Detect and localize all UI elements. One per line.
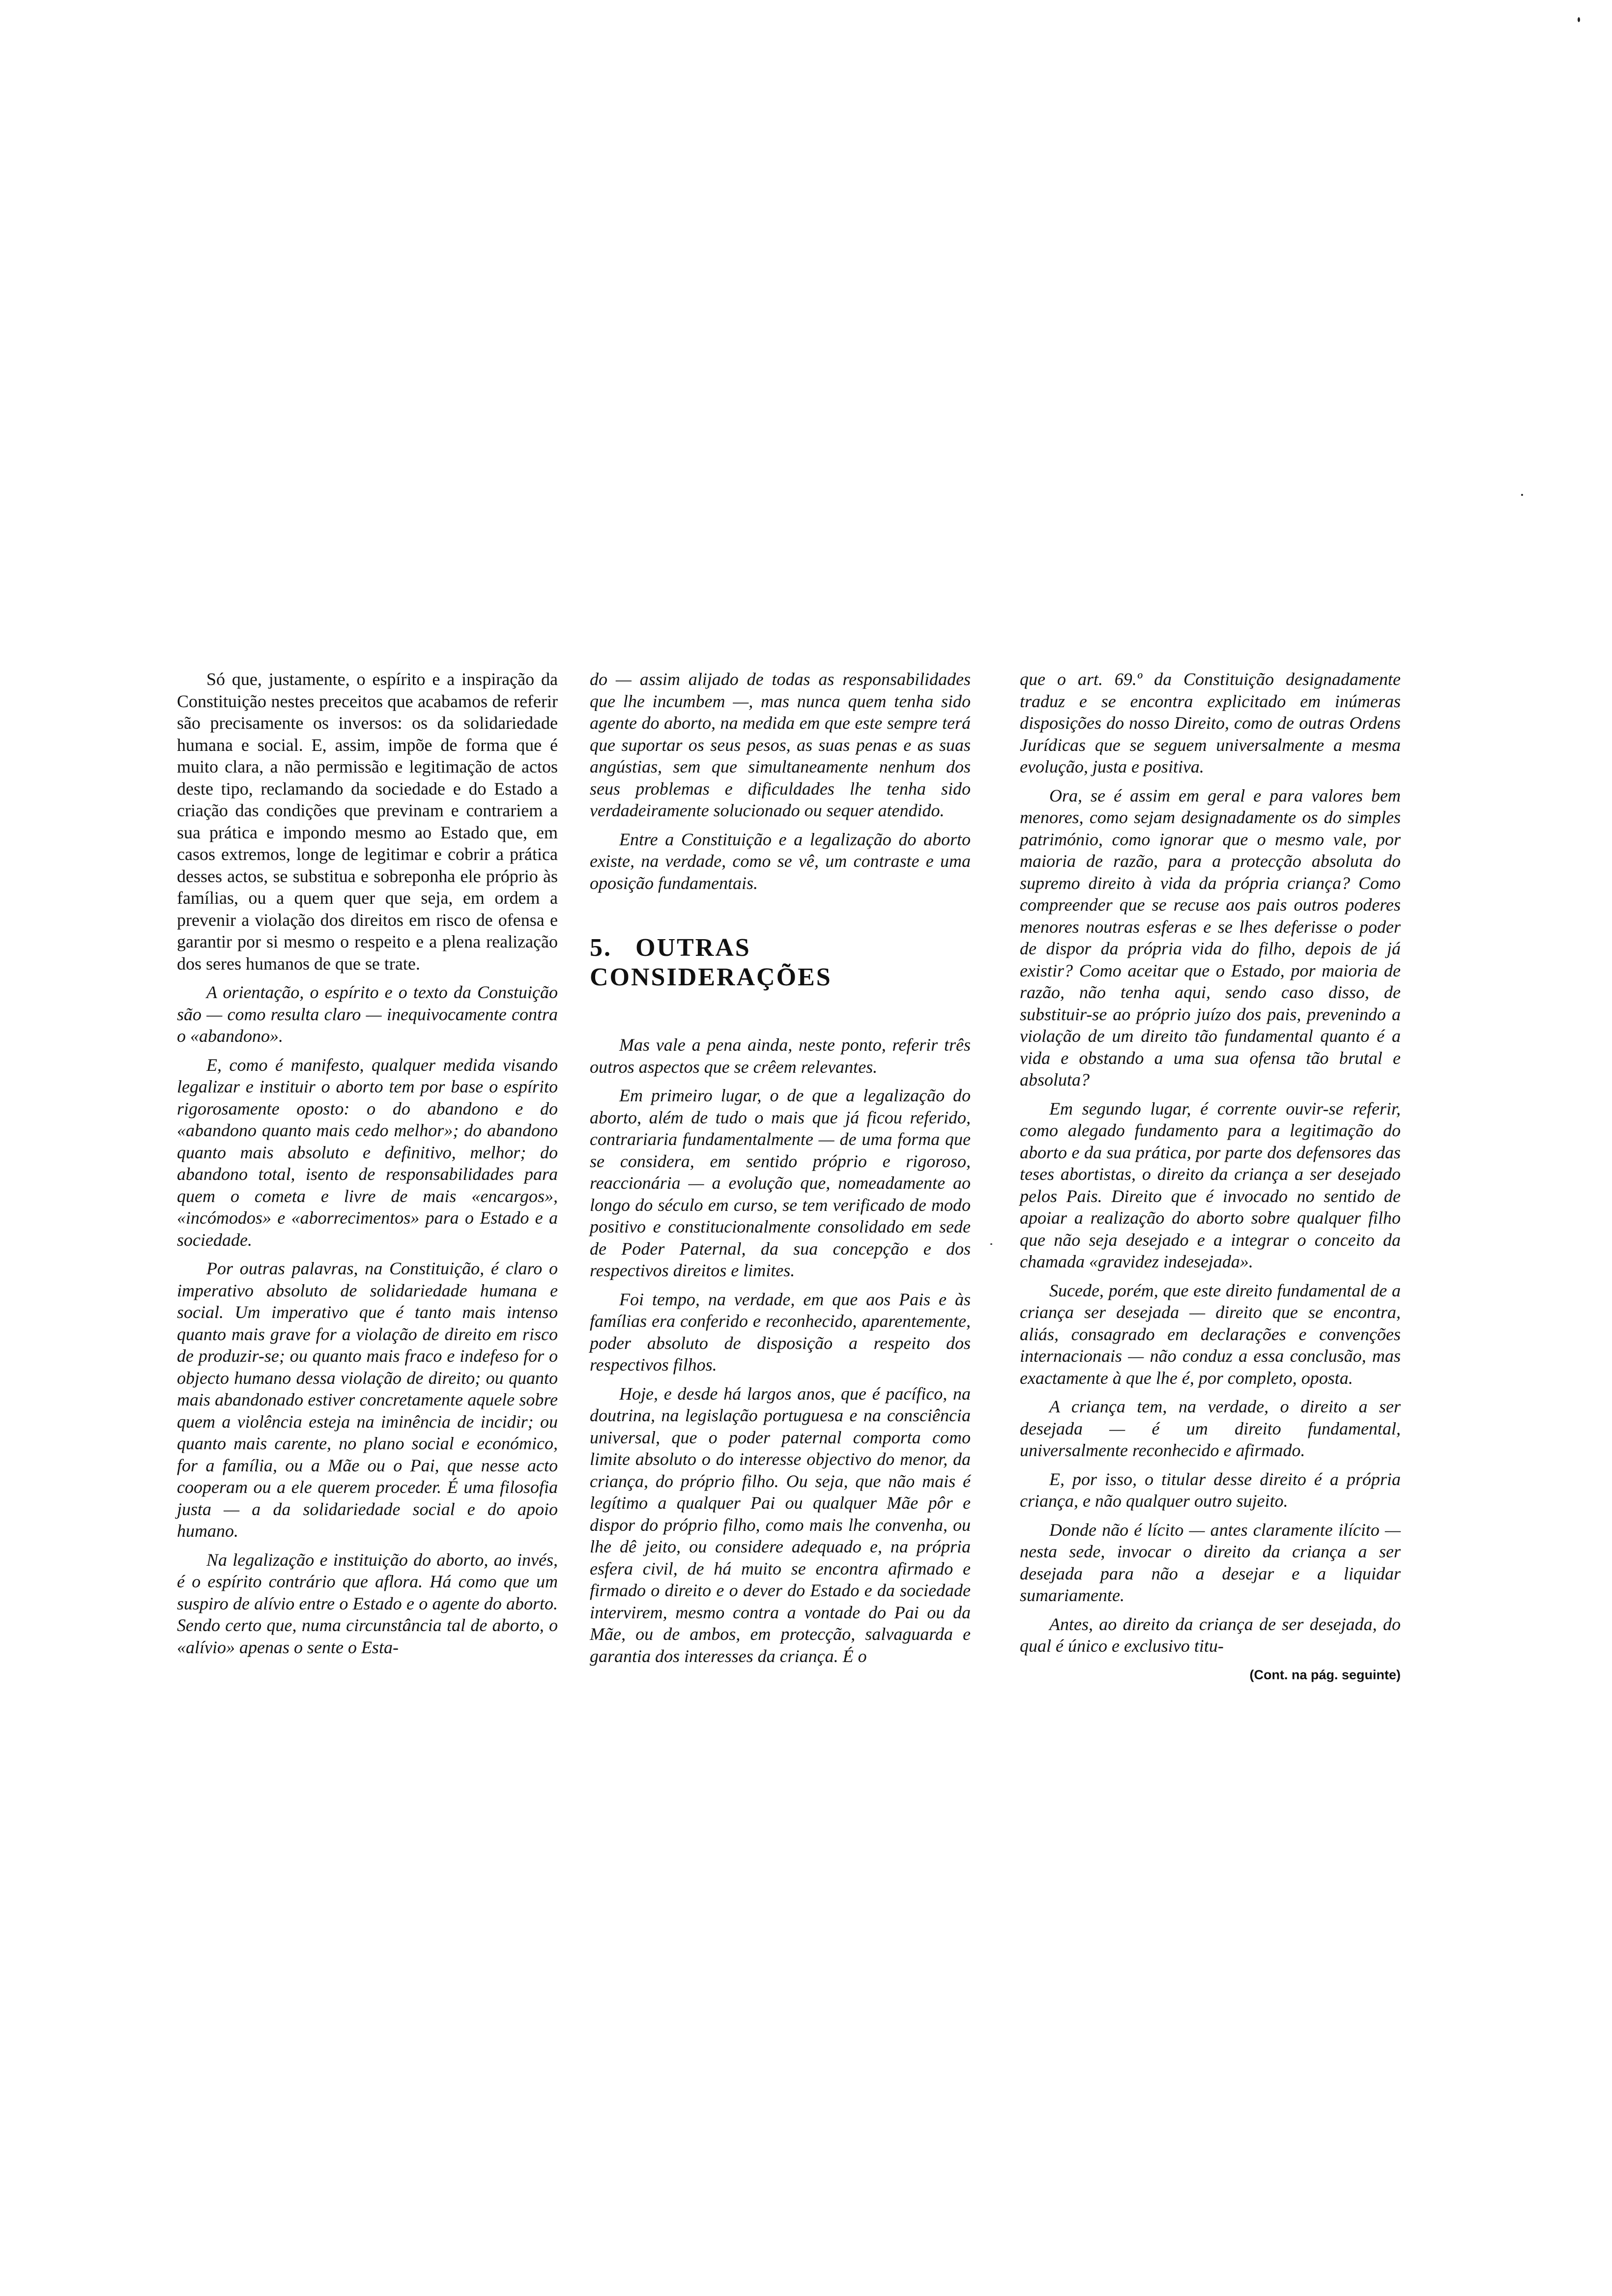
- scan-speck: [1578, 17, 1580, 22]
- paragraph: Sucede, porém, que este direito fundamental de a criança ser desejada — direito que se encontra, aliás, consagrado em declarações e convenções internacionais — não conduz a essa conclusão, mas exactamente à que lhe é, por completo, oposta.: [1020, 1280, 1401, 1388]
- section-title-line2: CONSIDERAÇÕES: [590, 963, 832, 991]
- scan-speck: [1521, 494, 1523, 496]
- paragraph: Em segundo lugar, é corrente ouvir-se referir, como alegado fundamento para a legitimação do aborto e da sua prática, por parte dos defensores das teses abortistas, o direito da criança a ser desejado pelos Pais. Direito que é invocado no sentido de apoiar a realização do aborto sobre qualquer filho que não seja desejado e a integrar o conceito da chamada «gravidez indesejada».: [1020, 1098, 1401, 1271]
- paragraph: Na legalização e instituição do aborto, ao invés, é o espírito contrário que aflora. Há como que um suspiro de alívio entre o Estado e o agente do aborto. Sendo certo que, numa circunstância tal de aborto, o «alívio» apenas o sente o Esta-: [177, 1550, 558, 1657]
- paragraph: Só que, justamente, o espírito e a inspiração da Constituição nestes preceitos que acabamos de referir são precisamente os inversos: os da solidariedade humana e social. E, assim, impõe de forma que é muito clara, a não permissão e legitimação de actos deste tipo, reclamando da sociedade e do Estado a criação das condições que previnam e contrariem a sua prática e impondo mesmo ao Estado que, em casos extremos, longe de legitimar e cobrir a prática desses actos, se substitua e sobreponha ele próprio às famílias, ou a quem quer que seja, em ordem a prevenir a violação dos direitos em risco de ofensa e garantir por si mesmo o respeito e a plena realização dos seres humanos de que se trate.: [177, 669, 558, 974]
- paragraph: Foi tempo, na verdade, em que aos Pais e às famílias era conferido e reconhecido, aparentemente, poder absoluto de disposição a respeito dos respectivos filhos.: [590, 1289, 971, 1375]
- paragraph: Ora, se é assim em geral e para valores bem menores, como sejam designadamente os do simples património, como ignorar que o mesmo vale, por maioria de razão, para a protecção absoluta do supremo direito à vida da própria criança? Como compreender que se recuse aos pais outros poderes menores noutras esferas e se lhes deferisse o poder de dispor da própria vida do filho, depois de já existir? Como aceitar que o Estado, por maioria de razão, não tenha aqui, sendo caso disso, de substituir-se ao próprio juízo dos pais, prevenindo a violação de um direito tão fundamental quanto é a vida e obstando a uma sua ofensa tão brutal e absoluta?: [1020, 785, 1401, 1090]
- paragraph: A criança tem, na verdade, o direito a ser desejada — é um direito fundamental, universalmente reconhecido e afirmado.: [1020, 1397, 1401, 1460]
- paragraph: Por outras palavras, na Constituição, é claro o imperativo absoluto de solidariedade humana e social. Um imperativo que é tanto mais intenso quanto mais grave for a violação de direito em risco de produzir-se; ou quanto mais fraco e indefeso for o objecto humano dessa violação de direito; ou quanto mais abandonado estiver concretamente aquele sobre quem a violência esteja na iminência de incidir; ou quanto mais carente, no plano social e económico, for a família, ou a Mãe ou o Pai, que nesse acto cooperam ou a ele querem proceder. É uma filosofia justa — a da solidariedade social e do apoio humano.: [177, 1259, 558, 1541]
- paragraph: Hoje, e desde há largos anos, que é pacífico, na doutrina, na legislação portuguesa e na consciência universal, que o poder paternal comporta como limite absoluto o do interesse objectivo do menor, da criança, do próprio filho. Ou seja, que não mais é legítimo a qualquer Pai ou qualquer Mãe pôr e dispor do próprio filho, como mais lhe convenha, ou lhe dê jeito, ou considere adequado e, na própria esfera civil, de há muito se encontra afirmado e firmado o direito e o dever do Estado e da sociedade intervirem, mesmo contra a vontade do Pai ou da Mãe, ou de ambos, em protecção, salvaguarda e garantia dos interesses da criança. É o: [590, 1383, 971, 1666]
- paragraph: A orientação, o espírito e o texto da Constuição são — como resulta claro — inequivocamente contra o «abandono».: [177, 982, 558, 1046]
- paragraph: Mas vale a pena ainda, neste ponto, referir três outros aspectos que se crêem relevantes.: [590, 1035, 971, 1077]
- paragraph: Entre a Constituição e a legalização do aborto existe, na verdade, como se vê, um contraste e uma oposição fundamentais.: [590, 829, 971, 893]
- continuation-note: (Cont. na pág. seguinte): [1249, 1667, 1401, 1682]
- paragraph: Antes, ao direito da criança de ser desejada, do qual é único e exclusivo titu-: [1020, 1614, 1401, 1656]
- scan-speck: [990, 1243, 992, 1245]
- column-left: [177, 668, 558, 1665]
- paragraph: do — assim alijado de todas as responsabilidades que lhe incumbem —, mas nunca quem tenha sido agente do aborto, na medida em que este sempre terá que suportar os seus pesos, as suas penas e as suas angústias, sem que simultaneamente nenhum dos seus problemas e dificuldades lhe tenha sido verdadeiramente solucionado ou sequer atendido.: [590, 669, 971, 820]
- section-title-line1: OUTRAS: [635, 934, 751, 962]
- paragraph: E, por isso, o titular desse direito é a própria criança, e não qualquer outro sujeito.: [1020, 1469, 1401, 1511]
- paragraph: E, como é manifesto, qualquer medida visando legalizar e instituir o aborto tem por base o espírito rigorosamente oposto: o do abandono e do «abandono quanto mais cedo melhor»; do abandono quanto mais absoluto e definitivo, melhor; do abandono total, isento de responsabilidades para quem o cometa e livre de mais «encargos», «incómodos» e «aborrecimentos» para o Estado e a sociedade.: [177, 1055, 558, 1250]
- paragraph: Donde não é lícito — antes claramente ilícito — nesta sede, invocar o direito da criança a ser desejada para não a desejar e a liquidar sumariamente.: [1020, 1520, 1401, 1605]
- paragraph: Em primeiro lugar, o de que a legalização do aborto, além de tudo o mais que já ficou referido, contrariaria fundamentalmente — de uma forma que se considera, em sentido próprio e rigoroso, reaccionária — a evolução que, nomeadamente ao longo do século em curso, se tem verificado de modo positivo e constitucionalmente consolidado em sede de Poder Paternal, da sua concepção e dos respectivos direitos e limites.: [590, 1086, 971, 1280]
- section-heading: [590, 933, 971, 992]
- paragraph: que o art. 69.º da Constituição designadamente traduz e se encontra explicitado em inúmeras disposições do nosso Direito, como de outras Ordens Jurídicas que se seguem universalmente a mesma evolução, justa e positiva.: [1020, 669, 1401, 776]
- section-number: 5.: [590, 934, 612, 962]
- column-middle: [590, 668, 971, 1674]
- column-right: [1020, 668, 1401, 1686]
